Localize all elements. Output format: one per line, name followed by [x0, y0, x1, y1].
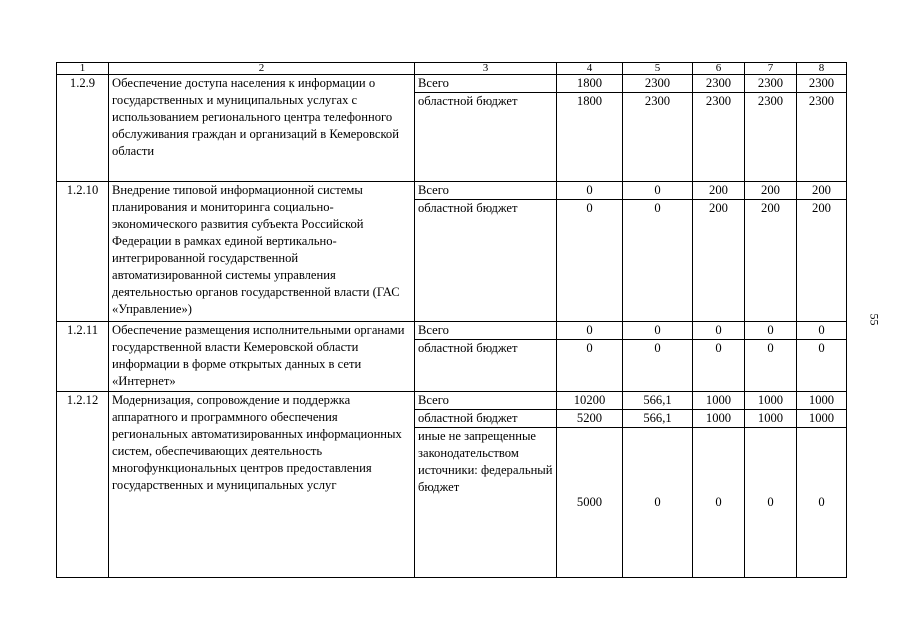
item-description: Внедрение типовой информационной системы планирования и мониторинга социально-экономического развития субъекта Российской Федерации в рамках единой вертикально-интегрированной государственной автоматизированной системы управления деятельностью органов государственной власти (ГАС «Управление») [109, 182, 415, 322]
value-cell: 2300 [693, 75, 745, 93]
value-cell: 1000 [693, 392, 745, 410]
item-description: Обеспечение доступа населения к информации о государственных и муниципальных услугах с использованием регионального центра телефонного обслуживания граждан и организаций в Кемеровской области [109, 75, 415, 182]
value-cell: 2300 [693, 93, 745, 182]
funding-source: иные не запрещенные законодательством источники: федеральный бюджет [415, 428, 557, 578]
header-cell: 6 [693, 63, 745, 75]
value-cell: 1000 [693, 410, 745, 428]
budget-table [56, 62, 847, 578]
value-cell: 1000 [797, 392, 847, 410]
value-cell: 2300 [623, 93, 693, 182]
funding-source: областной бюджет [415, 410, 557, 428]
value-cell: 0 [797, 428, 847, 578]
value-cell: 0 [557, 322, 623, 340]
item-number: 1.2.10 [57, 182, 109, 322]
value-cell: 200 [797, 200, 847, 322]
value-cell: 200 [797, 182, 847, 200]
value-cell: 0 [557, 182, 623, 200]
funding-source: Всего [415, 322, 557, 340]
value-cell: 5200 [557, 410, 623, 428]
value-cell: 1000 [745, 410, 797, 428]
value-cell: 0 [623, 182, 693, 200]
value-cell: 200 [693, 200, 745, 322]
value-cell: 0 [623, 200, 693, 322]
funding-source: областной бюджет [415, 340, 557, 392]
value-cell: 0 [557, 340, 623, 392]
value-cell: 1800 [557, 93, 623, 182]
value-cell: 0 [745, 322, 797, 340]
header-cell: 5 [623, 63, 693, 75]
value-cell: 1000 [797, 410, 847, 428]
table-row [57, 182, 847, 200]
item-number: 1.2.9 [57, 75, 109, 182]
table-row [57, 392, 847, 410]
item-description: Модернизация, сопровождение и поддержка аппаратного и программного обеспечения региональных автоматизированных информационных систем, обеспечивающих деятельность многофункциональных центров предоставления государственных и муниципальных услуг [109, 392, 415, 578]
value-cell: 10200 [557, 392, 623, 410]
value-cell: 200 [693, 182, 745, 200]
header-cell: 1 [57, 63, 109, 75]
value-cell: 1000 [745, 392, 797, 410]
item-number: 1.2.12 [57, 392, 109, 578]
funding-source: Всего [415, 392, 557, 410]
header-cell: 8 [797, 63, 847, 75]
value-cell: 0 [623, 340, 693, 392]
value-cell: 0 [623, 428, 693, 578]
value-cell: 0 [557, 200, 623, 322]
funding-source: Всего [415, 182, 557, 200]
value-cell: 0 [623, 322, 693, 340]
value-cell: 2300 [797, 93, 847, 182]
value-cell: 2300 [745, 93, 797, 182]
value-cell: 2300 [623, 75, 693, 93]
value-cell: 5000 [557, 428, 623, 578]
item-number: 1.2.11 [57, 322, 109, 392]
table-row [57, 75, 847, 93]
value-cell: 0 [797, 340, 847, 392]
funding-source: областной бюджет [415, 93, 557, 182]
header-cell: 7 [745, 63, 797, 75]
value-cell: 0 [745, 428, 797, 578]
value-cell: 566,1 [623, 392, 693, 410]
value-cell: 200 [745, 200, 797, 322]
value-cell: 0 [693, 428, 745, 578]
value-cell: 1800 [557, 75, 623, 93]
value-cell: 566,1 [623, 410, 693, 428]
value-cell: 2300 [797, 75, 847, 93]
header-cell: 3 [415, 63, 557, 75]
page-number: 55 [867, 313, 882, 326]
value-cell: 0 [693, 322, 745, 340]
value-cell: 2300 [745, 75, 797, 93]
item-description: Обеспечение размещения исполнительными органами государственной власти Кемеровской области информации в форме открытых данных в сети «Интернет» [109, 322, 415, 392]
funding-source: областной бюджет [415, 200, 557, 322]
value-cell: 0 [745, 340, 797, 392]
header-cell: 4 [557, 63, 623, 75]
value-cell: 0 [797, 322, 847, 340]
value-cell: 0 [693, 340, 745, 392]
header-cell: 2 [109, 63, 415, 75]
value-cell: 200 [745, 182, 797, 200]
header-row [57, 63, 847, 75]
funding-source: Всего [415, 75, 557, 93]
table-row [57, 322, 847, 340]
